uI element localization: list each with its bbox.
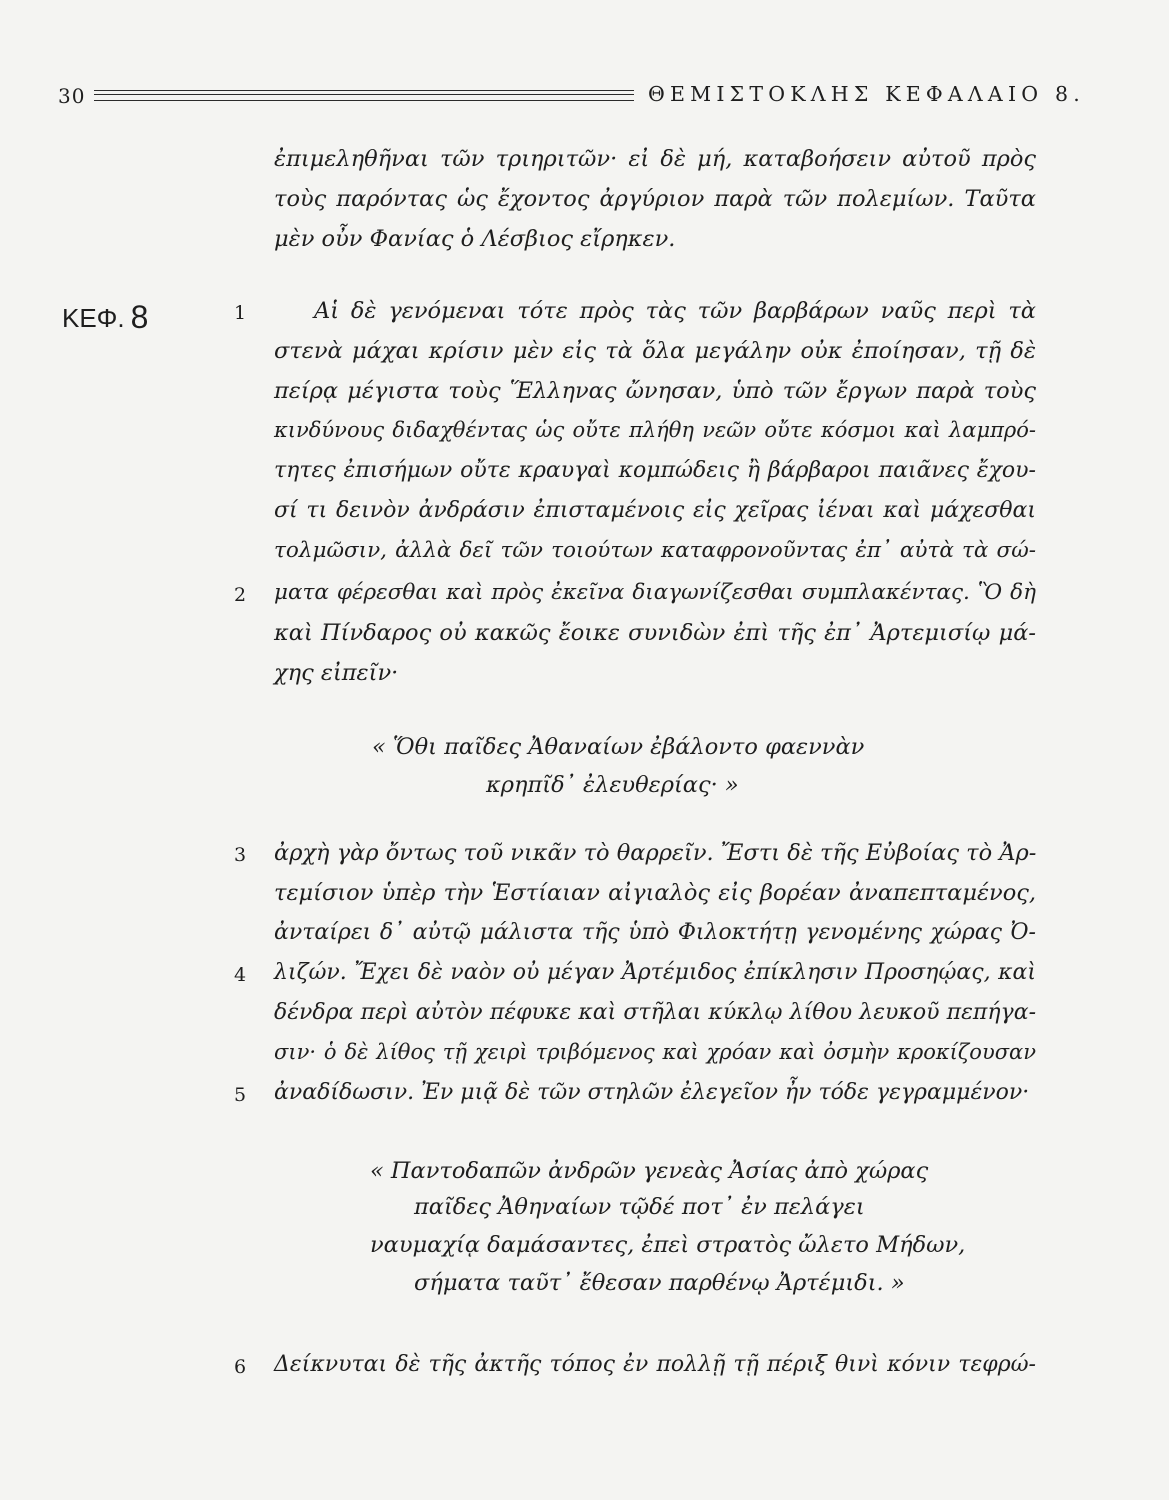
epigram-line: παῖδες Ἀθηναίων τῷδέ ποτ᾿ ἐν πελάγει [414,1194,865,1220]
line-number: 6 [234,1356,247,1378]
line-number: 4 [234,964,247,986]
text-line: τοὺς παρόντας ὡς ἔχοντος ἀργύριον παρὰ τῶν πολεμίων. Ταῦτα [274,186,1036,212]
line-number: 5 [234,1084,247,1106]
text-line: τητες ἐπισήμων οὔτε κραυγαὶ κομπώδεις ἢ βάρβαροι παιᾶνες ἔχου- [274,458,1036,483]
text-line: τεμίσιον ὑπὲρ τὴν Ἑστίαιαν αἰγιαλὸς εἰς βορέαν ἀναπεπταμένος, [274,880,1036,906]
epigram-line: σήματα ταῦτ᾿ ἔθεσαν παρθένῳ Ἀρτέμιδι. » [414,1270,905,1296]
text-line: ἀνταίρει δ᾿ αὐτῷ μάλιστα τῆς ὑπὸ Φιλοκτήτῃ γενομένης χώρας Ὀ- [274,920,1036,945]
chapter-marker [62,298,148,335]
page-header [58,82,1085,110]
chapter-label: ΚΕΦ. [62,303,125,333]
text-line: ἀρχὴ γὰρ ὄντως τοῦ νικᾶν τὸ θαρρεῖν. Ἔστι δὲ τῆς Εὐβοίας τὸ Ἀρ- [274,840,1037,866]
line-number: 1 [234,302,247,324]
text-line: σιν· ὁ δὲ λίθος τῇ χειρὶ τριβόμενος καὶ χρόαν καὶ ὀσμὴν κροκίζουσαν [274,1040,1036,1064]
epigram-line: « Παντοδαπῶν ἀνδρῶν γενεὰς Ἀσίας ἀπὸ χώρας [370,1158,929,1184]
line-number: 2 [234,584,247,606]
text-line: χης εἰπεῖν· [274,660,399,686]
text-line: ἀναδίδωσιν. Ἐν μιᾷ δὲ τῶν στηλῶν ἐλεγεῖον ἦν τόδε γεγραμμένον· [274,1080,1030,1105]
text-line: στενὰ μάχαι κρίσιν μὲν εἰς τὰ ὅλα μεγάλην οὐκ ἐποίησαν, τῇ δὲ [274,338,1036,364]
text-line: σί τι δεινὸν ἀνδράσιν ἐπισταμένοις εἰς χεῖρας ἰέναι καὶ μάχεσθαι [274,498,1036,523]
running-head: ΘΕΜΙΣΤΟΚΛΗΣ ΚΕΦΑΛΑΙΟ 8. [648,82,1085,106]
text-line: δένδρα περὶ αὐτὸν πέφυκε καὶ στῆλαι κύκλῳ λίθου λευκοῦ πεπήγα- [274,1000,1036,1025]
text-line: μὲν οὖν Φανίας ὁ Λέσβιος εἴρηκεν. [274,226,676,252]
quote-line: « Ὅθι παῖδες Ἀθαναίων ἐβάλοντο φαεννὰν [372,734,865,760]
text-line: πείρᾳ μέγιστα τοὺς Ἕλληνας ὤνησαν, ὑπὸ τῶν ἔργων παρὰ τοὺς [274,378,1036,404]
text-line: ἐπιμεληθῆναι τῶν τριηριτῶν· εἰ δὲ μή, καταβοήσειν αὐτοῦ πρὸς [274,146,1036,172]
epigram-line: ναυμαχίᾳ δαμάσαντες, ἐπεὶ στρατὸς ὤλετο Μήδων, [370,1232,966,1258]
line-number: 3 [234,844,247,866]
text-line: Δείκνυται δὲ τῆς ἀκτῆς τόπος ἐν πολλῇ τῇ πέριξ θινὶ κόνιν τεφρώ- [274,1352,1036,1377]
chapter-number: 8 [130,299,149,335]
text-line: τολμῶσιν, ἀλλὰ δεῖ τῶν τοιούτων καταφρονοῦντας ἐπ᾿ αὐτὰ τὰ σώ- [274,538,1036,563]
page-number: 30 [58,84,86,108]
text-line: κινδύνους διδαχθέντας ὡς οὔτε πλήθη νεῶν οὔτε κόσμοι καὶ λαμπρό- [274,418,1036,442]
text-line: Αἱ δὲ γενόμεναι τότε πρὸς τὰς τῶν βαρβάρων ναῦς περὶ τὰ [314,298,1036,324]
text-line: ματα φέρεσθαι καὶ πρὸς ἐκεῖνα διαγωνίζεσθαι συμπλακέντας. Ὃ δὴ [274,580,1036,605]
quote-line: κρηπῖδ᾿ ἐλευθερίας· » [486,772,739,798]
text-line: καὶ Πίνδαρος οὐ κακῶς ἔοικε συνιδὼν ἐπὶ τῆς ἐπ᾿ Ἀρτεμισίῳ μά- [274,620,1036,646]
header-rule [94,90,634,101]
text-line: λιζών. Ἔχει δὲ ναὸν οὐ μέγαν Ἀρτέμιδος ἐπίκλησιν Προσηῴας, καὶ [274,960,1036,985]
